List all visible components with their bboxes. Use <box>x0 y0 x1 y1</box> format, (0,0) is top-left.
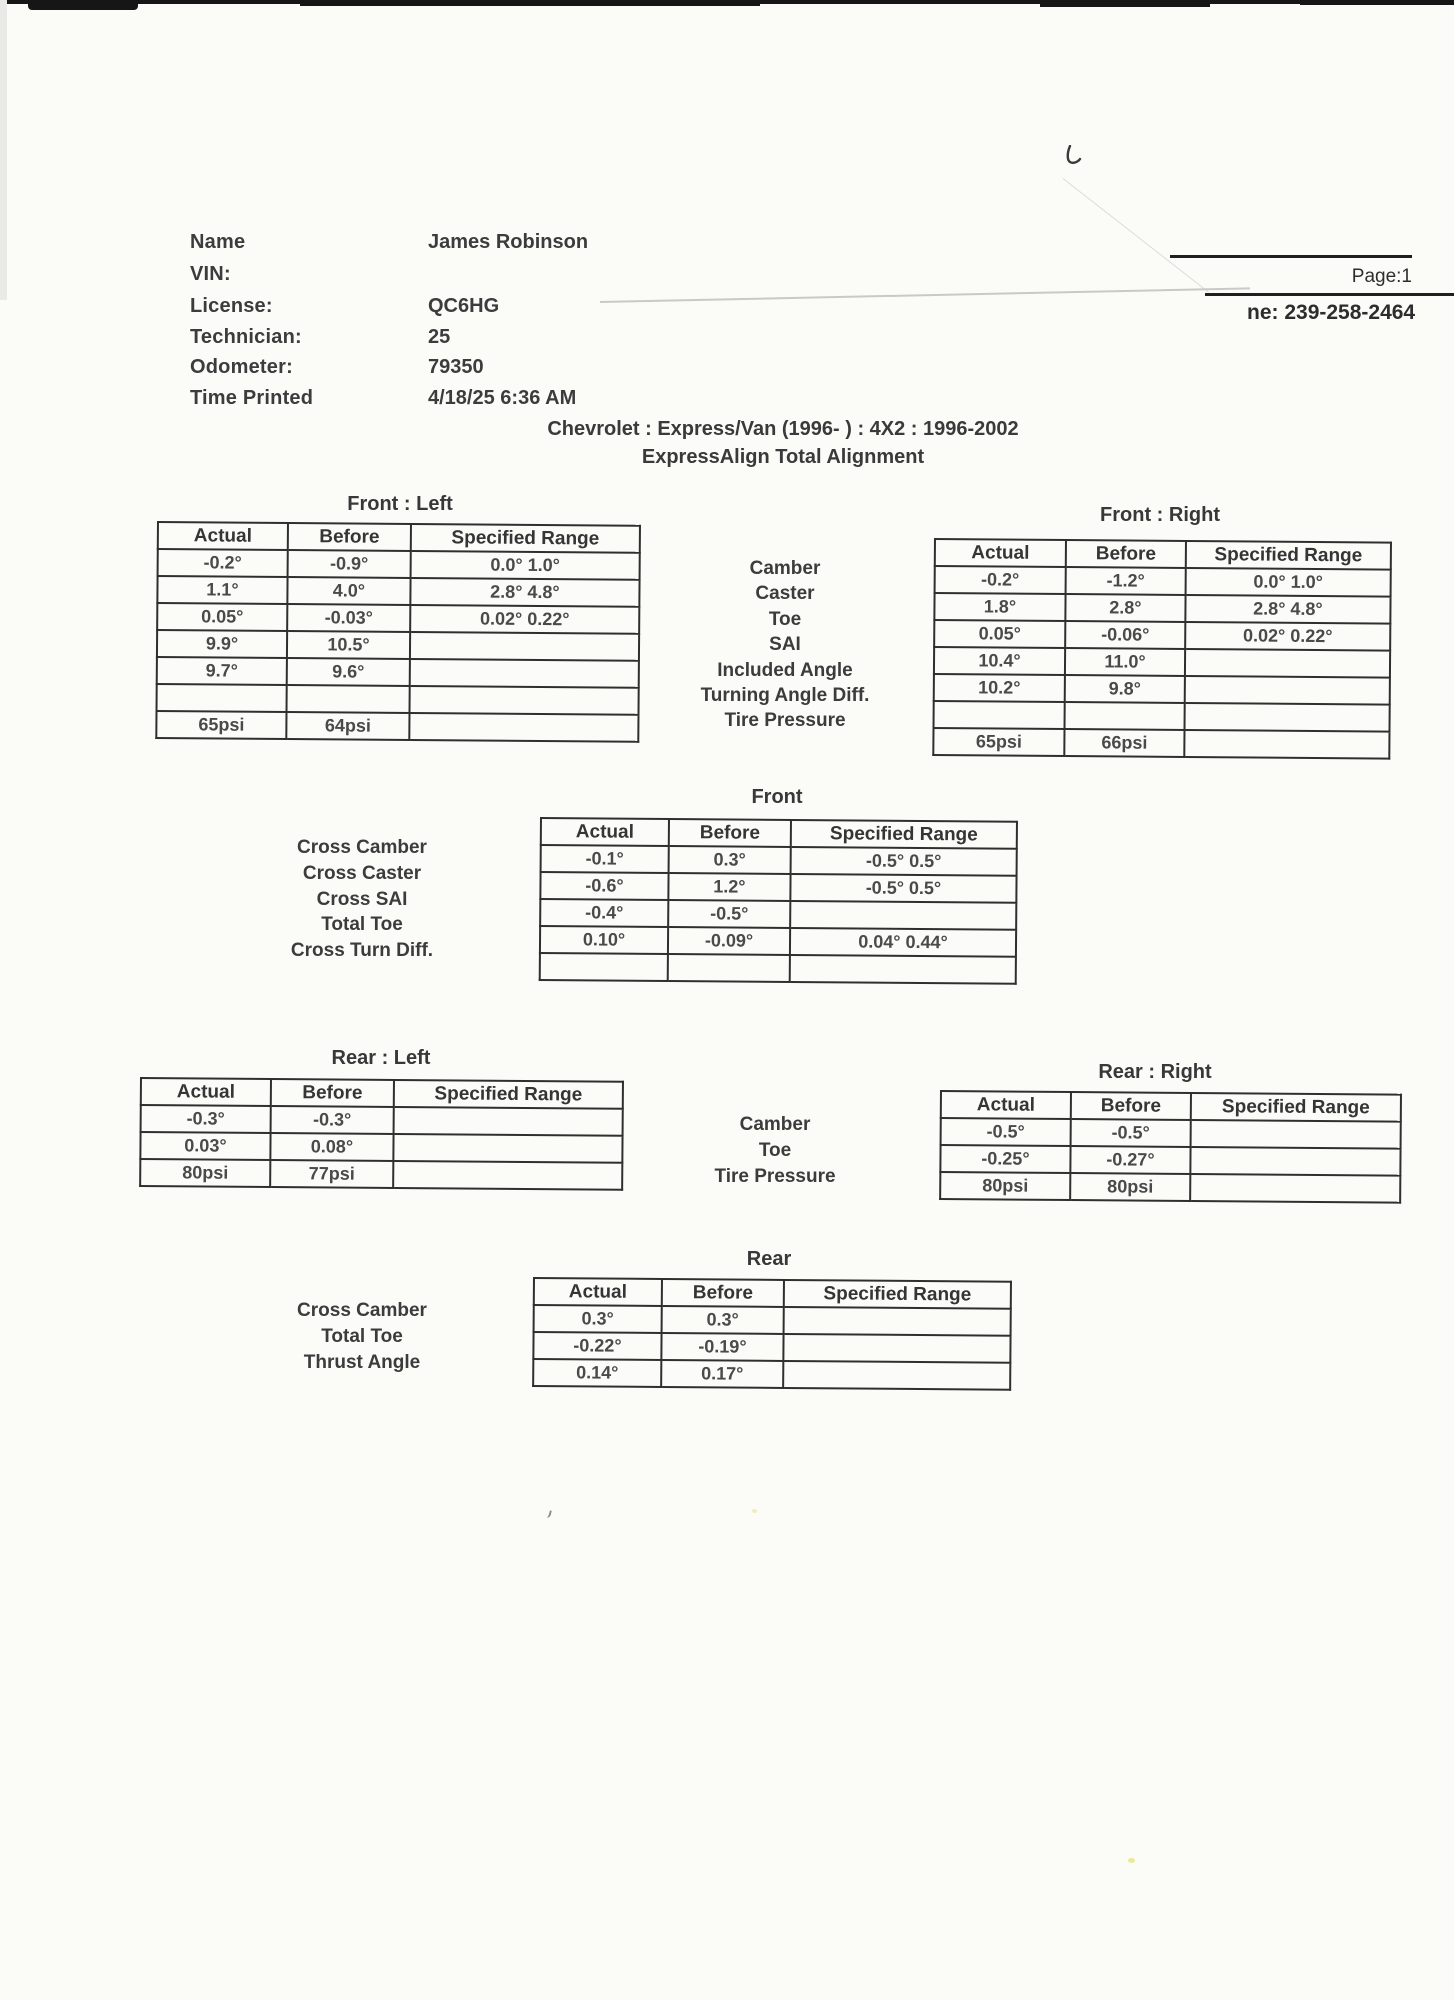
front-cross-table <box>539 817 1018 985</box>
measurement-label: Camber <box>749 558 821 579</box>
column-header: Before <box>1066 540 1186 568</box>
table-cell: 10.2° <box>934 674 1065 702</box>
table-header-row <box>935 539 1391 570</box>
table-cell <box>934 701 1065 729</box>
table-cell: 64psi <box>286 712 409 740</box>
table-cell: 65psi <box>156 711 286 739</box>
table-cell <box>157 684 287 712</box>
column-header: Specified Range <box>1191 1093 1401 1122</box>
table-cell: 0.0° 1.0° <box>1186 568 1391 597</box>
table-cell: -0.03° <box>287 604 410 632</box>
table-cell: -0.09° <box>668 927 790 955</box>
speck-artifact <box>752 1509 757 1513</box>
table-cell: 0.05° <box>157 603 287 631</box>
page-number: Page:1 <box>1351 266 1412 287</box>
table-row <box>157 576 639 607</box>
rear-cross-table <box>532 1277 1012 1391</box>
table-cell <box>790 901 1016 930</box>
vehicle-title: Chevrolet : Express/Van (1996- ) : 4X2 : 1996-2002 <box>547 418 1019 440</box>
report-title: ExpressAlign Total Alignment <box>641 446 925 468</box>
table-cell: 4.0° <box>287 577 410 605</box>
table-cell <box>783 1361 1010 1390</box>
table-cell: -0.06° <box>1065 621 1185 649</box>
field-label: Technician: <box>190 326 302 348</box>
table-cell <box>393 1161 622 1190</box>
table-row <box>940 1172 1400 1203</box>
table-cell <box>1185 676 1390 705</box>
field-label: License: <box>190 295 273 317</box>
table-cell <box>1191 1120 1401 1149</box>
table-row <box>156 711 638 742</box>
column-header: Before <box>669 819 791 847</box>
table-cell <box>1190 1147 1400 1176</box>
table-header-row <box>141 1078 623 1109</box>
table-cell: 0.10° <box>540 926 668 954</box>
table-cell <box>540 953 668 981</box>
table-row <box>141 1105 623 1136</box>
phone-number: ne: 239-258-2464 <box>1247 301 1416 324</box>
table-cell <box>1190 1174 1400 1203</box>
table-cell: 9.9° <box>157 630 287 658</box>
field-value: 25 <box>428 326 451 348</box>
table-cell: -0.2° <box>935 566 1066 594</box>
table-cell: 0.03° <box>140 1132 270 1160</box>
column-header: Actual <box>141 1078 271 1106</box>
table-cell: -0.6° <box>540 872 668 900</box>
front-cross-labels <box>212 835 512 964</box>
column-header: Actual <box>534 1278 662 1306</box>
table-cell <box>409 713 638 742</box>
measurement-label: Cross Turn Diff. <box>290 940 434 962</box>
table-cell: -0.5° 0.5° <box>791 847 1017 876</box>
table-cell <box>783 1334 1010 1363</box>
report-title-block <box>383 415 1183 471</box>
field-label: Time Printed <box>190 387 314 409</box>
header-rule-top <box>1170 255 1412 258</box>
rear-left-table <box>139 1077 624 1191</box>
scan-crease-artifact <box>1063 178 1209 293</box>
column-header: Before <box>662 1279 784 1307</box>
table-cell: -0.4° <box>540 899 668 927</box>
column-header: Actual <box>935 539 1066 567</box>
table-cell: 0.08° <box>270 1133 393 1161</box>
field-value: 79350 <box>428 356 484 378</box>
table-cell <box>287 685 410 713</box>
field-label: Name <box>190 231 246 253</box>
table-cell: -0.5° 0.5° <box>790 874 1016 903</box>
table-cell: 10.5° <box>287 631 410 659</box>
table-cell: -0.5° <box>941 1118 1071 1146</box>
front-left-table <box>155 521 641 743</box>
field-label: Odometer: <box>190 356 293 378</box>
measurement-label: Total Toe <box>321 914 403 936</box>
rear-measurement-labels <box>625 1112 925 1190</box>
table-cell <box>1065 702 1185 730</box>
table-cell: 10.4° <box>934 647 1065 675</box>
measurement-label: Turning Angle Diff. <box>700 685 870 707</box>
table-cell: 1.8° <box>934 593 1065 621</box>
scan-edge-artifact <box>1300 0 1454 5</box>
table-cell: 0.17° <box>661 1360 783 1388</box>
section-title-front-left: Front : Left <box>347 493 453 515</box>
table-row <box>934 674 1390 705</box>
table-cell <box>410 632 639 661</box>
table-row <box>533 1332 1010 1363</box>
table-cell: 0.3° <box>534 1305 662 1333</box>
table-cell: 0.04° 0.44° <box>790 928 1016 957</box>
table-cell: 2.8° 4.8° <box>410 578 639 607</box>
table-cell: 9.7° <box>157 657 287 685</box>
field-value: QC6HG <box>428 295 500 317</box>
table-cell: -0.5° <box>668 900 790 928</box>
measurement-label: SAI <box>769 634 801 656</box>
measurement-label: Cross Camber <box>297 837 427 858</box>
table-cell <box>409 686 638 715</box>
column-header: Actual <box>941 1091 1071 1119</box>
field-label: VIN: <box>190 263 231 285</box>
table-cell <box>410 659 639 688</box>
table-cell: 80psi <box>1070 1173 1190 1201</box>
table-cell: 1.2° <box>668 873 790 901</box>
measurement-label: Included Angle <box>717 659 853 681</box>
table-row <box>934 593 1390 624</box>
column-header: Before <box>1071 1092 1191 1120</box>
table-cell: -0.3° <box>271 1106 394 1134</box>
table-cell <box>668 954 790 982</box>
measurement-label: Total Toe <box>321 1326 403 1347</box>
table-cell: -0.3° <box>141 1105 271 1133</box>
table-row <box>157 603 639 634</box>
column-header: Specified Range <box>784 1280 1011 1309</box>
column-header: Specified Range <box>791 820 1017 849</box>
table-header-row <box>158 522 640 553</box>
table-cell: 77psi <box>270 1160 393 1188</box>
table-cell: 0.3° <box>662 1306 784 1334</box>
column-header: Before <box>288 523 411 551</box>
section-title-front-cross: Front <box>751 786 803 808</box>
measurement-label: Tire Pressure <box>724 710 846 732</box>
table-cell: -1.2° <box>1066 567 1186 595</box>
measurement-label: Caster <box>755 583 815 605</box>
table-cell: 2.8° 4.8° <box>1185 595 1390 624</box>
table-cell: 0.02° 0.22° <box>1185 622 1390 651</box>
table-row <box>533 1359 1010 1390</box>
section-title-rear-cross: Rear <box>746 1248 792 1270</box>
table-cell: 0.0° 1.0° <box>411 551 640 580</box>
table-row <box>934 647 1390 678</box>
measurement-label: Cross Caster <box>302 862 422 884</box>
table-header-row <box>534 1278 1011 1309</box>
table-row <box>934 701 1390 732</box>
table-row <box>540 899 1016 930</box>
field-value: James Robinson <box>428 231 589 253</box>
scan-edge-artifact <box>28 0 138 10</box>
measurement-label: Toe <box>758 1140 792 1161</box>
measurement-label: Cross Camber <box>297 1300 427 1321</box>
stray-mark-artifact <box>545 1510 552 1519</box>
table-cell: 80psi <box>940 1172 1070 1200</box>
front-right-table <box>932 538 1392 760</box>
table-cell: 65psi <box>933 728 1064 756</box>
table-row <box>541 845 1017 876</box>
table-cell: -0.2° <box>158 549 288 577</box>
table-cell: 66psi <box>1064 729 1184 757</box>
table-row <box>140 1159 622 1190</box>
measurement-label: Thrust Angle <box>303 1352 421 1373</box>
table-row <box>158 549 640 580</box>
table-header-row <box>541 818 1017 849</box>
table-cell: 0.05° <box>934 620 1065 648</box>
scan-edge-artifact <box>300 0 760 6</box>
section-title-rear-right: Rear : Right <box>1098 1061 1212 1083</box>
table-row <box>534 1305 1011 1336</box>
section-title-front-right: Front : Right <box>1100 504 1220 526</box>
table-row <box>941 1118 1401 1149</box>
section-title-rear-left: Rear : Left <box>331 1047 431 1069</box>
table-cell <box>790 955 1016 984</box>
measurement-label: Camber <box>739 1114 811 1135</box>
table-cell: 0.14° <box>533 1359 661 1387</box>
table-cell: 11.0° <box>1065 648 1185 676</box>
column-header: Specified Range <box>1186 541 1391 570</box>
front-measurement-labels <box>635 556 935 734</box>
table-cell <box>1184 730 1389 759</box>
table-cell: 0.3° <box>669 846 791 874</box>
table-cell: 1.1° <box>157 576 287 604</box>
table-row <box>940 1145 1400 1176</box>
table-cell: -0.25° <box>940 1145 1070 1173</box>
measurement-label: Tire Pressure <box>714 1166 836 1187</box>
table-row <box>540 953 1016 984</box>
scan-hairline-artifact <box>600 287 1250 303</box>
column-header: Actual <box>541 818 669 846</box>
scan-edge-artifact <box>0 0 7 300</box>
column-header: Actual <box>158 522 288 550</box>
table-row <box>157 630 639 661</box>
measurement-label: Toe <box>768 608 802 630</box>
table-row <box>157 684 639 715</box>
column-header: Specified Range <box>411 524 640 553</box>
table-row <box>540 926 1016 957</box>
table-row <box>935 566 1391 597</box>
table-cell <box>1185 649 1390 678</box>
table-cell: 0.02° 0.22° <box>410 605 639 634</box>
table-row <box>934 620 1390 651</box>
table-cell <box>394 1107 623 1136</box>
table-row <box>933 728 1389 759</box>
table-cell: 9.8° <box>1065 675 1185 703</box>
table-row <box>140 1132 622 1163</box>
table-header-row <box>941 1091 1401 1122</box>
table-cell: -0.19° <box>661 1333 783 1361</box>
speck-artifact <box>1128 1858 1135 1863</box>
column-header: Specified Range <box>394 1080 623 1109</box>
rear-cross-labels <box>212 1298 512 1376</box>
table-cell: 2.8° <box>1065 594 1185 622</box>
table-cell: -0.9° <box>288 550 411 578</box>
table-cell: 9.6° <box>287 658 410 686</box>
table-row <box>540 872 1016 903</box>
table-cell: -0.1° <box>541 845 669 873</box>
header-rule-bottom <box>1205 293 1454 296</box>
table-cell: 80psi <box>140 1159 270 1187</box>
table-cell: -0.5° <box>1071 1119 1191 1147</box>
field-value: 4/18/25 6:36 AM <box>428 387 577 409</box>
rear-right-table <box>939 1090 1402 1204</box>
table-cell <box>393 1134 622 1163</box>
measurement-label: Cross SAI <box>316 888 408 910</box>
table-row <box>157 657 639 688</box>
table-cell: -0.22° <box>533 1332 661 1360</box>
table-cell: -0.27° <box>1070 1146 1190 1174</box>
table-cell <box>1185 703 1390 732</box>
pen-mark-artifact <box>1066 145 1086 167</box>
table-cell <box>784 1307 1011 1336</box>
column-header: Before <box>271 1079 394 1107</box>
scan-edge-artifact <box>1040 0 1210 7</box>
